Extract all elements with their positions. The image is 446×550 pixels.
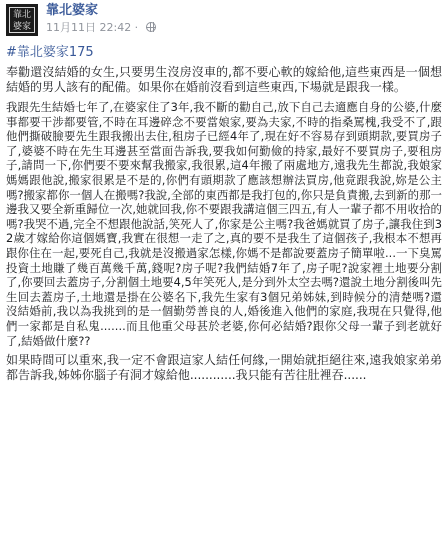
post-paragraph-3: 如果時間可以重來,我一定不會跟這家人結任何緣,一開始就拒絕往來,遠我娘家弟弟都告訴我,姊姊你腦子有洞才嫁給他............我只能有苦往肚裡吞...... bbox=[6, 353, 442, 383]
avatar-logo: 靠北 婆家 bbox=[9, 7, 35, 33]
page-avatar[interactable] bbox=[6, 4, 38, 36]
page-name-link[interactable]: 靠北婆家 bbox=[46, 3, 99, 18]
post-timestamp[interactable] bbox=[46, 21, 156, 35]
post-header bbox=[0, 0, 446, 40]
post-paragraph-1: 奉勸還沒結婚的女生,只要男生沒房沒車的,都不要心軟的嫁給他,這些東西是一個想結婚的男人該有的配備。如果你在婚前沒看到這些東西,下場就是跟我一樣。 bbox=[6, 65, 442, 94]
globe-icon bbox=[146, 22, 156, 32]
hashtag-link[interactable]: #靠北婆家175 bbox=[6, 45, 94, 60]
post-body bbox=[6, 45, 442, 388]
timestamp-text[interactable]: 11月11日 22:42 · bbox=[46, 21, 142, 34]
post-paragraph-2: 我跟先生結婚七年了,在婆家住了3年,我不斷的勸自己,放下自己去適應自身的公婆,什麼事都要干涉都要管,不時在耳邊碎念不要當娘家,要為夫家,不時的指桑罵槐,我受不了,跟他們撕破臉要先生跟我搬出去住,租房子已經4年了,現在好不容易存到頭期款,要買房子了,婆婆不時在先生耳邊甚至當面告訴我,要我如何勤儉的持家,最好不要買房子,要租房子,請問一下,你們要不要來幫我搬家,我很累,這4年搬了兩處地方,遠我先生都說,我娘家媽媽跟他說,搬家很累是不是的,你們有頭期款了應該想辦法買房,他竟跟我說,妳是公主嗎?搬家都你一個人在搬嗎?我說,全部的東西都是我打包的,你只是負責搬,去到新的那一邊我又要全新重歸位一次,她就回我,你不要跟我講這個三四五,有人一輩子都不用收拾的嗎?我哭不過,完全不想跟他說話,笑死人了,你家是公主嗎?我爸媽就買了房子,讓我住到32歲才嫁給你這個媽寶,我實在很想一走了之,真的要不是我生了這個孩子,我根本不想再跟你住在一起,要死自己,我就是沒搬過家怎樣,你媽不是都說要蓋房子簡單啦...一下臭罵投資土地賺了幾百萬幾千萬,錢呢?房子呢?我們結婚7年了,房子呢?說家裡土地要分割了,你要回去蓋房子,分割個土地要4,5年笑死人,是分到外太空去嗎?還說土地分割後叫先生回去蓋房子,土地還是掛在公婆名下,我先生家有3個兄弟姊妹,到時候分的清楚嗎?還沒結婚前,我以為我挑到的是一個勤勞善良的人,婚後進入他們的家庭,我現在只覺得,他們一家都是自私鬼.......而且他重父母甚於老婆,你何必結婚?跟你父母一輩子到老就好了,結婚做什麼?? bbox=[6, 100, 442, 348]
